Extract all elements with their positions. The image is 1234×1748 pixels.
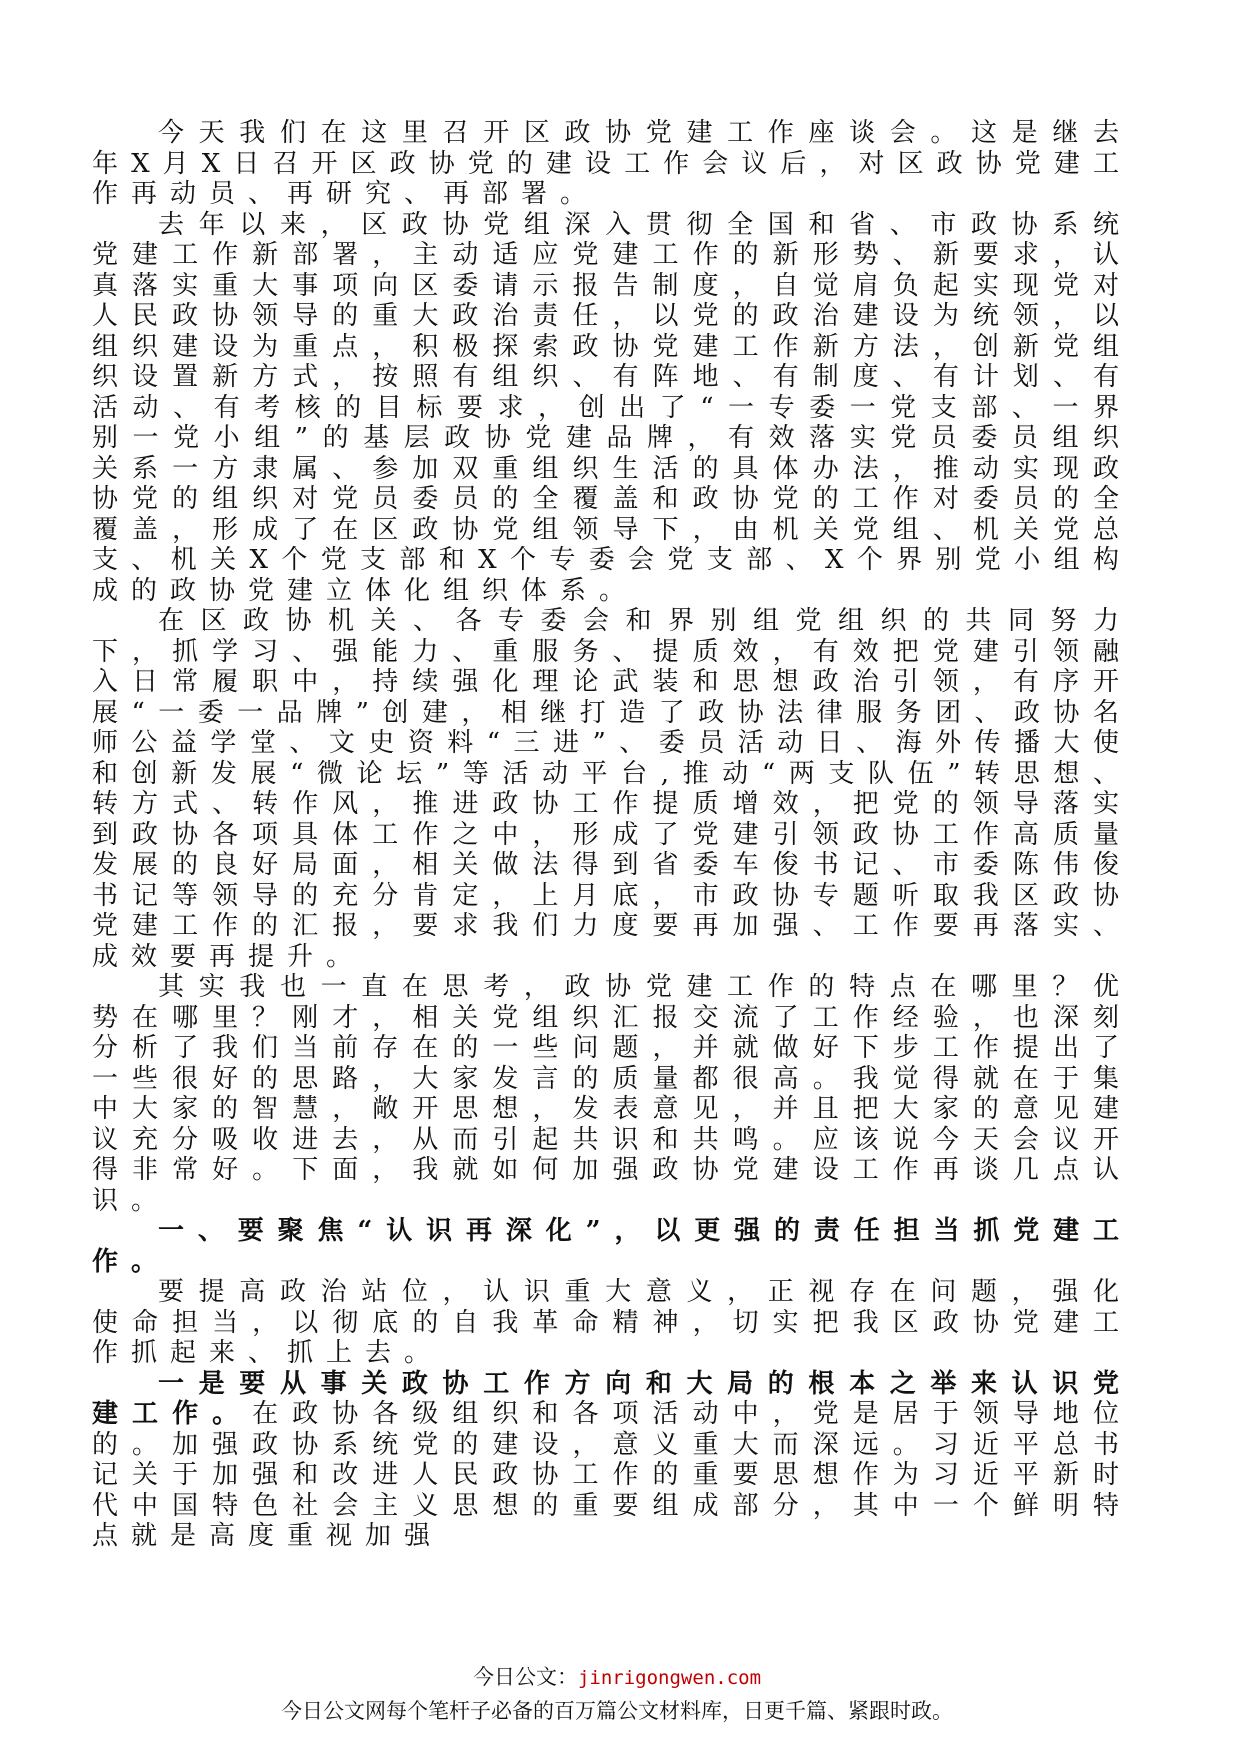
page-footer <box>0 1662 1234 1727</box>
point-1-text: 在政协各级组织和各项活动中，党是居于领导地位的。加强政协系统党的建设，意义重大而深远。习近平总书记关于加强和改进人民政协工作的重要思想作为习近平新时代中国特色社会主义思想的重要组成部分，其中一个鲜明特点就是高度重视加强 <box>92 1399 1132 1551</box>
document-body <box>92 118 1132 1552</box>
paragraph-6 <box>92 1369 1132 1552</box>
paragraph-3: 在区政协机关、各专委会和界别组党组织的共同努力下，抓学习、强能力、重服务、提质效，有效把党建引领融入日常履职中，持续强化理论武装和思想政治引领，有序开展“一委一品牌”创建，相继打造了政协法律服务团、政协名师公益学堂、文史资料“三进”、委员活动日、海外传播大使和创新发展“微论坛”等活动平台,推动“两支队伍”转思想、转方式、转作风，推进政协工作提质增效，把党的领导落实到政协各项具体工作之中，形成了党建引领政协工作高质量发展的良好局面，相关做法得到省委车俊书记、市委陈伟俊书记等领导的充分肯定，上月底，市政协专题听取我区政协党建工作的汇报，要求我们力度要再加强、工作要再落实、成效要再提升。 <box>92 606 1132 972</box>
paragraph-2: 去年以来，区政协党组深入贯彻全国和省、市政协系统党建工作新部署，主动适应党建工作的新形势、新要求，认真落实重大事项向区委请示报告制度，自觉肩负起实现党对人民政协领导的重大政治责任，以党的政治建设为统领，以组织建设为重点，积极探索政协党建工作新方法，创新党组织设置新方式，按照有组织、有阵地、有制度、有计划、有活动、有考核的目标要求，创出了“一专委一党支部、一界别一党小组”的基层政协党建品牌，有效落实党员委员组织关系一方隶属、参加双重组织生活的具体办法，推动实现政协党的组织对党员委员的全覆盖和政协党的工作对委员的全覆盖，形成了在区政协党组领导下，由机关党组、机关党总支、机关X个党支部和X个专委会党支部、X个界别党小组构成的政协党建立体化组织体系。 <box>92 209 1132 606</box>
footer-tagline: 今日公文网每个笔杆子必备的百万篇公文材料库，日更千篇、紧跟时政。 <box>281 1699 953 1723</box>
point-1-heading: 一是要从事关政协工作方向和大局的根本之举来认识党建工作。 <box>92 1368 1132 1429</box>
paragraph-1: 今天我们在这里召开区政协党建工作座谈会。这是继去年X月X日召开区政协党的建设工作会议后，对区政协党建工作再动员、再研究、再部署。 <box>92 118 1132 209</box>
footer-site-link[interactable]: jinrigongwen.com <box>577 1667 762 1689</box>
footer-site-label: 今日公文： <box>472 1665 578 1689</box>
footer-site-line <box>0 1662 1234 1693</box>
paragraph-5: 要提高政治站位，认识重大意义，正视存在问题，强化使命担当，以彻底的自我革命精神，切实把我区政协党建工作抓起来、抓上去。 <box>92 1277 1132 1368</box>
paragraph-4: 其实我也一直在思考，政协党建工作的特点在哪里？优势在哪里？刚才，相关党组织汇报交流了工作经验，也深刻分析了我们当前存在的一些问题，并就做好下步工作提出了一些很好的思路，大家发言的质量都很高。我觉得就在于集中大家的智慧，敞开思想，发表意见，并且把大家的意见建议充分吸收进去，从而引起共识和共鸣。应该说今天会议开得非常好。下面，我就如何加强政协党建设工作再谈几点认识。 <box>92 972 1132 1216</box>
section-heading-1: 一、要聚焦“认识再深化”，以更强的责任担当抓党建工作。 <box>92 1216 1132 1277</box>
